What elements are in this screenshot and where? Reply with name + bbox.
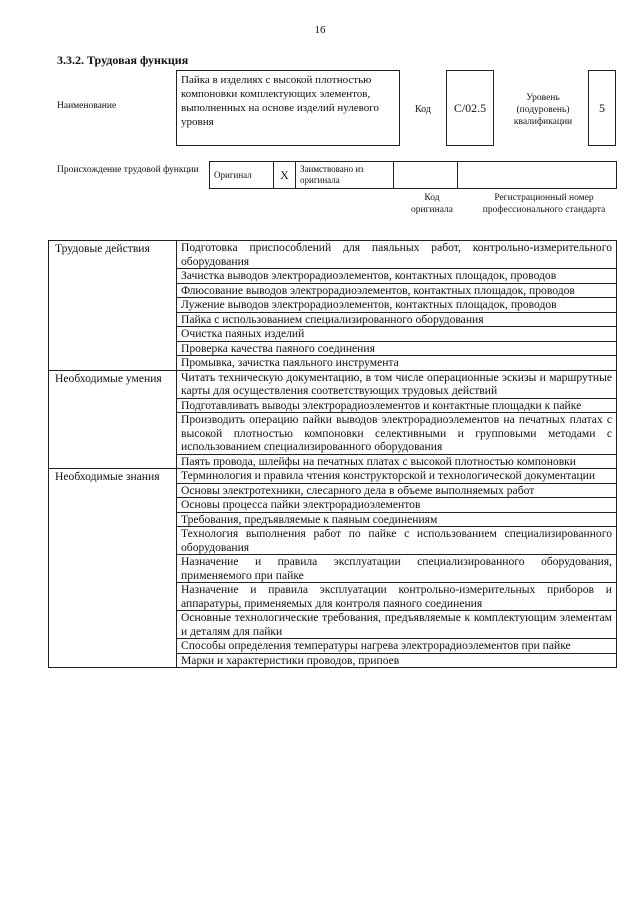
table-cell-item: Производить операцию пайки выводов электрорадиоэлементов на печатных платах с высокой плотностью компоновки селективными и групповыми методами с использованием специализированного оборудования [177, 413, 617, 455]
table-cell-item: Зачистка выводов электрорадиоэлементов, контактных площадок, проводов [177, 269, 617, 284]
table-cell-item: Терминология и правила чтения конструкторской и технологической документации [177, 469, 617, 484]
section-title: 3.3.2. Трудовая функция [57, 53, 189, 67]
table-cell-item: Проверка качества паяного соединения [177, 341, 617, 356]
origin-reg-caption: Регистрационный номер профессионального стандарта [482, 193, 606, 215]
table-cell-item: Требования, предъявляемые к паяным соединениям [177, 512, 617, 527]
section-title-actions: Трудовые действия [49, 241, 177, 371]
table-cell-item: Основные технологические требования, предъявляемые к комплектующим элементам и деталям для пайки [177, 611, 617, 639]
table-cell-item: Основы электротехники, слесарного дела в объеме выполняемых работ [177, 483, 617, 498]
section-title-skills: Необходимые умения [49, 370, 177, 469]
table-cell-item: Подготавливать выводы электрорадиоэлементов и контактные площадки к пайке [177, 398, 617, 413]
table-cell-item: Назначение и правила эксплуатации контрольно-измерительных приборов и аппаратуры, применяемых для контроля паяного соединения [177, 583, 617, 611]
origin-original: Оригинал [210, 162, 274, 189]
function-name-box [176, 70, 400, 146]
origin-table [209, 161, 617, 189]
table-row [49, 370, 617, 398]
name-label: Наименование [57, 101, 117, 111]
code-label: Код [415, 104, 431, 115]
table-cell-item: Пайка с использованием специализированного оборудования [177, 312, 617, 327]
origin-reg-cell [458, 162, 617, 189]
table-cell-item: Технология выполнения работ по пайке с использованием специализированного оборудования [177, 527, 617, 555]
table-cell-item: Флюсование выводов электрорадиоэлементов, контактных площадок, проводов [177, 283, 617, 298]
table-cell-item: Промывка, зачистка паяльного инструмента [177, 356, 617, 371]
origin-code-cell [394, 162, 458, 189]
table-cell-item: Очистка паяных изделий [177, 327, 617, 342]
table-cell-item: Подготовка приспособлений для паяльных работ, контрольно-измерительного оборудования [177, 241, 617, 269]
level-label: Уровень (подуровень) квалификации [513, 93, 573, 127]
table-cell-item: Паять провода, шлейфы на печатных платах с высокой плотностью компоновки [177, 454, 617, 469]
origin-borrowed: Заимствовано из оригинала [296, 162, 394, 189]
function-details-table [48, 240, 617, 668]
level-box [588, 70, 616, 146]
level-value: 5 [599, 100, 605, 115]
code-box [446, 70, 494, 146]
section-title-knowledge: Необходимые знания [49, 469, 177, 668]
origin-code-caption: Код оригинала [411, 193, 453, 215]
table-cell-item: Основы процесса пайки электрорадиоэлементов [177, 498, 617, 513]
origin-label: Происхождение трудовой функции [57, 165, 199, 175]
code-value: С/02.5 [453, 100, 487, 115]
table-cell-item: Читать техническую документацию, в том числе операционные эскизы и маршрутные карты для осуществления соответствующих трудовых действий [177, 370, 617, 398]
table-cell-item: Лужение выводов электрорадиоэлементов, контактных площадок, проводов [177, 298, 617, 313]
table-row [49, 241, 617, 269]
table-cell-item: Способы определения температуры нагрева электрорадиоэлементов при пайке [177, 639, 617, 654]
table-cell-item: Марки и характеристики проводов, припоев [177, 653, 617, 668]
table-row [49, 469, 617, 484]
origin-mark: X [274, 162, 296, 189]
function-name: Пайка в изделиях с высокой плотностью компоновки комплектующих элементов, выполненных на основе изделий нулевого уровня [181, 74, 379, 128]
page-number: 16 [314, 24, 326, 36]
table-cell-item: Назначение и правила эксплуатации специализированного оборудования, применяемого при пайке [177, 555, 617, 583]
